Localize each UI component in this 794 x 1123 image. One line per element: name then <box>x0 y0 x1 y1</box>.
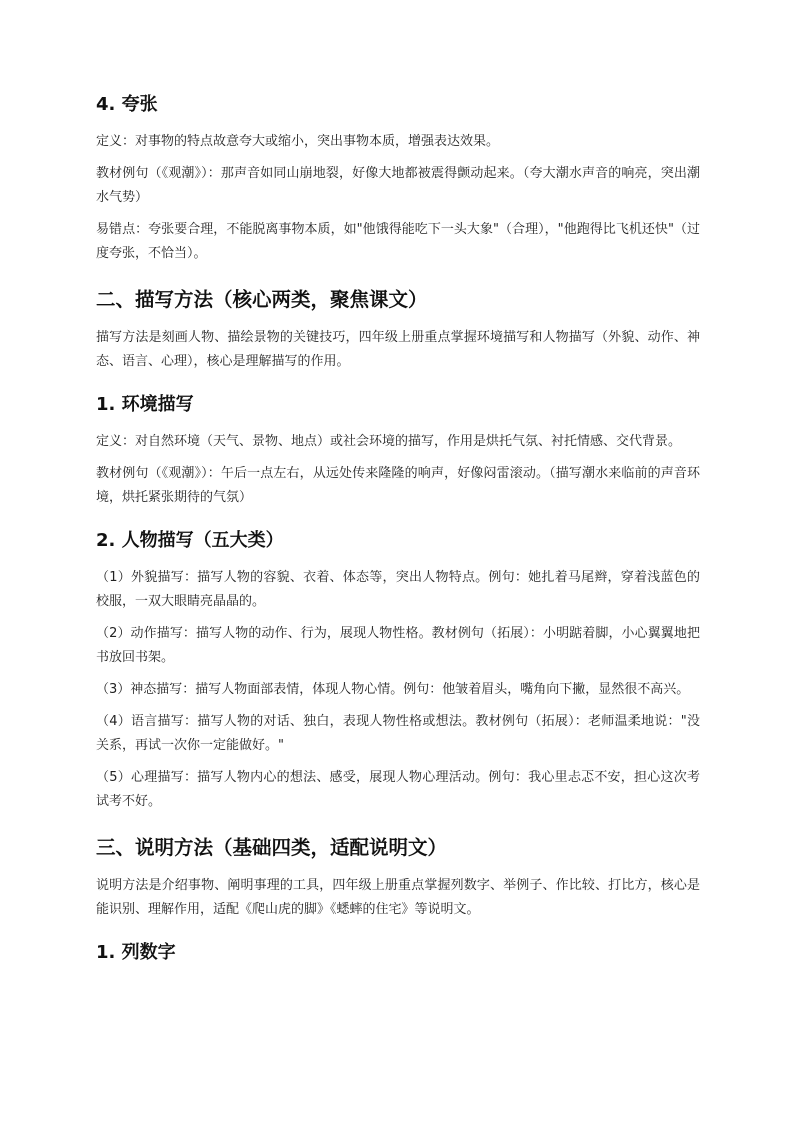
character-item-expression: （3）神态描写：描写人物面部表情，体现人物心情。例句：他皱着眉头，嘴角向下撇，显然很不高兴。 <box>96 682 690 697</box>
description-intro: 描写方法是刻画人物、描绘景物的关键技巧，四年级上册重点掌握环境描写和人物描写（外貌、动作、神态、语言、心理），核心是理解描写的作用。 <box>96 330 700 369</box>
character-item-language: （4）语言描写：描写人物的对话、独白，表现人物性格或想法。教材例句（拓展）：老师温柔地说："没关系，再试一次你一定能做好。" <box>96 714 700 753</box>
exaggeration-definition: 定义：对事物的特点故意夸大或缩小，突出事物本质，增强表达效果。 <box>96 134 500 149</box>
exaggeration-pitfall: 易错点：夸张要合理，不能脱离事物本质，如"他饿得能吃下一头大象"（合理），"他跑得比飞机还快"（过度夸张，不恰当）。 <box>96 222 700 261</box>
heading-explanation-methods: 三、说明方法（基础四类，适配说明文） <box>96 836 448 859</box>
character-item-appearance: （1）外貌描写：描写人物的容貌、衣着、体态等，突出人物特点。例句：她扎着马尾辫，穿着浅蓝色的校服，一双大眼睛亮晶晶的。 <box>96 570 700 609</box>
document-page <box>96 92 700 966</box>
heading-character-description: 2. 人物描写（五大类） <box>96 530 284 551</box>
heading-exaggeration: 4. 夸张 <box>96 94 158 115</box>
character-item-psychology: （5）心理描写：描写人物内心的想法、感受，展现人物心理活动。例句：我心里忐忑不安，担心这次考试考不好。 <box>96 770 700 809</box>
character-item-action: （2）动作描写：描写人物的动作、行为，展现人物性格。教材例句（拓展）：小明踮着脚，小心翼翼地把书放回书架。 <box>96 626 700 665</box>
heading-description-methods: 二、描写方法（核心两类，聚焦课文） <box>96 288 428 311</box>
environment-example: 教材例句（《观潮》）：午后一点左右，从远处传来隆隆的响声，好像闷雷滚动。（描写潮水来临前的声音环境，烘托紧张期待的气氛） <box>96 466 700 505</box>
exaggeration-example: 教材例句（《观潮》）：那声音如同山崩地裂，好像大地都被震得颤动起来。（夸大潮水声音的响亮，突出潮水气势） <box>96 166 700 205</box>
heading-environment-description: 1. 环境描写 <box>96 394 194 415</box>
explanation-intro: 说明方法是介绍事物、阐明事理的工具，四年级上册重点掌握列数字、举例子、作比较、打比方，核心是能识别、理解作用，适配《爬山虎的脚》《蟋蟀的住宅》等说明文。 <box>96 878 700 917</box>
environment-definition: 定义：对自然环境（天气、景物、地点）或社会环境的描写，作用是烘托气氛、衬托情感、交代背景。 <box>96 434 682 449</box>
heading-list-numbers: 1. 列数字 <box>96 942 176 963</box>
